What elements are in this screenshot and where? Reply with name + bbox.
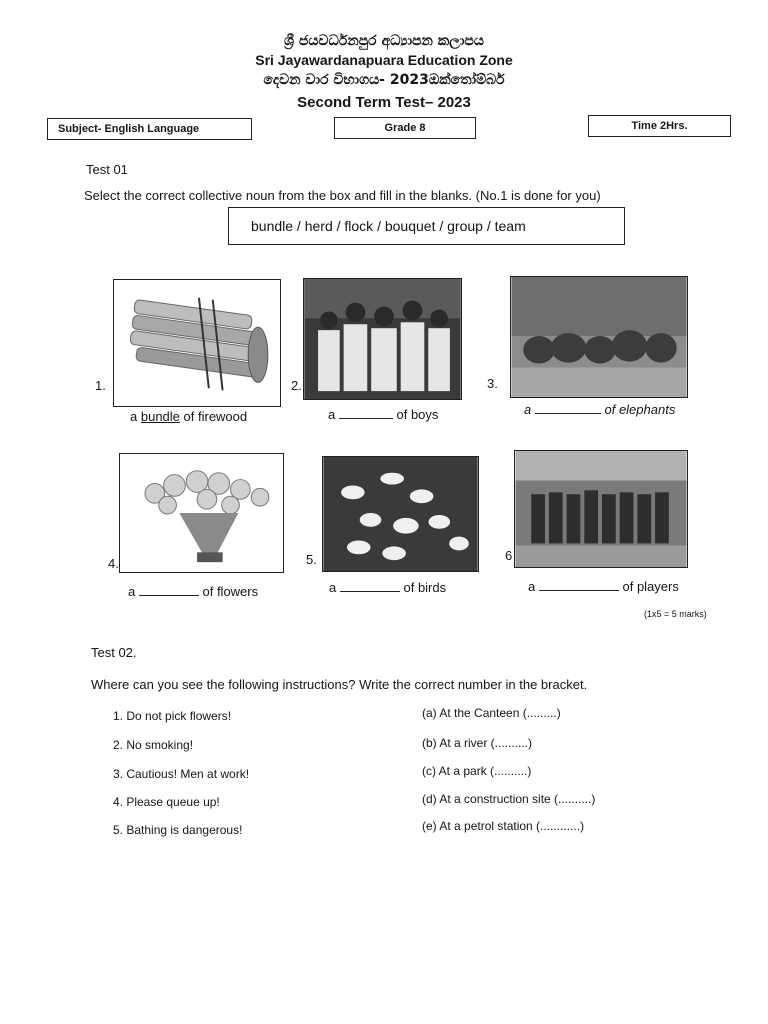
item-number: 4.: [108, 556, 119, 571]
answer-bundle: bundle: [140, 409, 180, 424]
firewood-bundle-image: [113, 279, 281, 407]
answer-blank[interactable]: [139, 585, 199, 596]
answer-blank[interactable]: [535, 403, 601, 414]
caption-object: of players: [622, 579, 679, 594]
item-number: 5.: [306, 552, 317, 567]
time-label: Time 2Hrs.: [631, 120, 688, 132]
sinhala-zone-heading: ශ්‍රී ජයවර්ධනපුර අධ්‍යාපන කලාපය: [284, 33, 484, 49]
subject-label: Subject- English Language: [58, 123, 200, 135]
zone-heading: Sri Jayawardanapuara Education Zone: [255, 52, 513, 68]
subject-box: [47, 118, 252, 140]
caption-firewood: [130, 409, 247, 424]
place-item[interactable]: (b) At a river (..........): [422, 736, 533, 750]
item-number: 1.: [95, 378, 106, 393]
item-number: 3.: [487, 376, 498, 391]
caption-birds: [329, 580, 446, 595]
place-item[interactable]: (c) At a park (..........): [422, 764, 532, 778]
article: a: [130, 409, 138, 424]
place-item[interactable]: (d) At a construction site (..........): [422, 792, 596, 806]
instruction-item: 3. Cautious! Men at work!: [113, 767, 250, 781]
test2-instruction: Where can you see the following instructions? Write the correct number in the bracket.: [91, 677, 588, 692]
caption-object: of elephants: [604, 402, 676, 417]
item-number: 6: [505, 548, 513, 563]
answer-blank[interactable]: [539, 580, 619, 591]
article: a: [528, 579, 536, 594]
answer-blank[interactable]: [340, 581, 400, 592]
group-of-boys-image: [303, 278, 462, 400]
caption-object: of flowers: [202, 584, 259, 599]
article: a: [524, 402, 532, 417]
sinhala-term-heading: දෙවන වාර විභාගය- 2023ඔක්තෝම්බර්: [263, 72, 505, 88]
article: a: [128, 584, 136, 599]
instruction-item: 5. Bathing is dangerous!: [113, 823, 243, 837]
instruction-item: 4. Please queue up!: [113, 795, 220, 809]
flower-bouquet-image: [119, 453, 284, 573]
item-number: 2.: [291, 378, 302, 393]
answer-blank[interactable]: [339, 408, 393, 419]
place-item[interactable]: (a) At the Canteen (.........): [422, 706, 561, 720]
article: a: [329, 580, 337, 595]
word-box: [228, 207, 625, 245]
caption-players: [528, 579, 679, 594]
test2-title: Test 02.: [91, 645, 137, 660]
word-box-text: bundle / herd / flock / bouquet / group / team: [251, 218, 526, 234]
instruction-item: 2. No smoking!: [113, 738, 194, 752]
grade-box: [334, 117, 476, 139]
marks-note: (1x5 = 5 marks): [644, 609, 707, 619]
caption-flowers: [128, 584, 258, 599]
elephant-herd-image: [510, 276, 688, 398]
caption-object: of birds: [403, 580, 447, 595]
bird-flock-image: [322, 456, 479, 572]
caption-boys: [328, 407, 438, 422]
grade-label: Grade 8: [384, 122, 426, 134]
place-item[interactable]: (e) At a petrol station (............): [422, 819, 585, 833]
test1-instruction: Select the correct collective noun from the box and fill in the blanks. (No.1 is done for you): [84, 188, 601, 203]
caption-object: of boys: [396, 407, 439, 422]
sports-team-image: [514, 450, 688, 568]
instruction-item: 1. Do not pick flowers!: [113, 709, 232, 723]
term-heading: Second Term Test– 2023: [297, 94, 471, 111]
time-box: [588, 115, 731, 137]
caption-object: of firewood: [183, 409, 248, 424]
article: a: [328, 407, 336, 422]
test1-title: Test 01: [86, 162, 128, 177]
caption-elephants: [524, 402, 675, 417]
